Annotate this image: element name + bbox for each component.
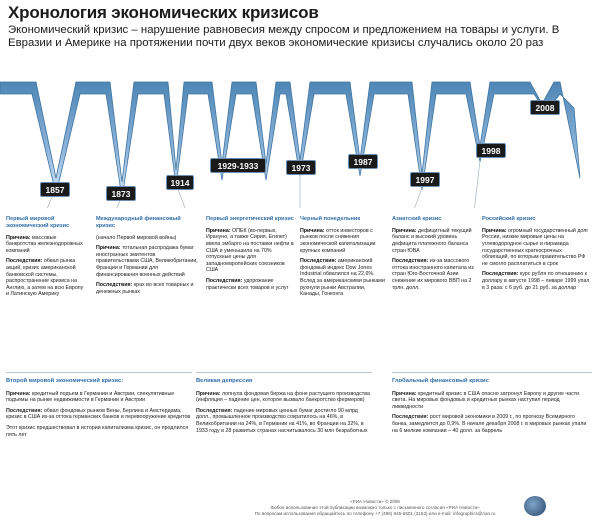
year-box-2008: 2008 — [530, 100, 560, 115]
crisis-title: Глобальный финансовый кризис — [392, 378, 489, 384]
effect-text: крах во всех товарных и денежных рынках — [96, 282, 194, 295]
cause-label: Причина: — [482, 227, 507, 234]
ria-logo-icon — [524, 496, 546, 516]
year-box-1929-1933: 1929-1933 — [210, 158, 266, 173]
timeline-ribbon — [0, 78, 600, 208]
cause-text: огромный государственный долг России, низкие мировые цены на углеводородное сырье и пирамида государственных краткосрочных облигаций, по которым правительство РФ не смогло расплатиться в срок — [482, 227, 589, 267]
connector-1998 — [470, 160, 480, 208]
divider-line — [196, 372, 372, 373]
crisis-title: Второй мировой экономический кризис: — [6, 378, 124, 384]
page-title: Хронология экономических кризисов — [8, 3, 319, 22]
year-box-1914: 1914 — [166, 175, 194, 190]
cause-label: Причина: — [206, 227, 231, 234]
crisis-card-1987 — [300, 216, 386, 302]
year-box-1873: 1873 — [106, 186, 136, 201]
timeline-wave — [0, 82, 580, 198]
effect-text: рост мировой экономики в 2009 г., по прогнозу Всемирного банка, замедлится до 0,9%. В начале декабря 2008 г. в мировых рынках упали на 6 мелкие компании – 40 долл. за баррель — [392, 414, 587, 434]
crisis-card-1997 — [392, 216, 476, 295]
crisis-title: Великая депрессия — [196, 378, 253, 384]
cause-label: Причина: — [392, 390, 417, 397]
crisis-title: Черный понедельник — [300, 216, 361, 222]
footer-credits — [230, 499, 520, 517]
crisis-card-1857 — [6, 216, 86, 302]
effect-label: Последствия: — [6, 407, 43, 414]
crisis-title: Первый энергетический кризис — [206, 216, 294, 222]
crisis-title: Первый мировой экономический кризис — [6, 216, 70, 229]
cause-text: лопнула фондовая биржа на фоне растущего производства (инфляция – падение цен, которое вызвало банкротство фермеров) — [196, 390, 370, 404]
effect-label: Последствия: — [6, 258, 43, 265]
divider-line — [392, 372, 592, 373]
divider-line — [6, 372, 192, 373]
cause-text: отток инвесторов с рынков после снижения экономической капитализации крупных компаний — [300, 227, 376, 254]
effect-label: Последствия: — [300, 258, 337, 265]
effect-text: курс рубля по отношению к доллару в августе 1998 – январе 1999 упал в 3 раза: с 6 руб. до 21 руб. за доллар — [482, 271, 590, 291]
effect-label: Последствия: — [96, 282, 133, 289]
crisis-title: Азиатский кризис — [392, 216, 442, 222]
extra-note: Этот кризис предшествовал в истории капитализма кризис, он продлился пять лет — [6, 424, 189, 438]
year-box-1987: 1987 — [348, 154, 378, 169]
year-box-1998: 1998 — [476, 143, 506, 158]
crisis-card-great-depression — [196, 378, 372, 438]
effect-label: Последствия: — [392, 414, 429, 421]
effect-text: удорожание практически всех товаров и услуг — [206, 277, 289, 291]
effect-text: падение мировых ценных бумаг достигло 90 млрд долл., промышленное производство сократилось на 46%, в Великобритании на 24%, в Германии на 41%, во Франции на 32%, в 1933 году в 28 развитых странах насчитывалось 30 млн безработных — [196, 407, 368, 434]
effect-text: из-за массового оттока иностранного капитала из стран Юго-Восточной Азии снижение их мирового ВВП на 2 трлн. долл. — [392, 258, 474, 291]
crisis-card-2008 — [392, 378, 592, 438]
year-box-1997: 1997 — [410, 172, 440, 187]
footer-line-usage: Любое использование этой публикации возможно только с письменного согласия «РИА Новости» — [270, 505, 480, 510]
cause-text: тотальная распродажа бумаг иностранных эмитентов правительствами США, Великобритании, Франции и Германии для финансирования военных действий — [96, 245, 198, 278]
crisis-card-1873-second — [6, 378, 192, 442]
cause-text: массовые банкротства железнодорожных компаний — [6, 234, 83, 254]
crisis-note: (начало Первой мировой войны) — [96, 234, 177, 241]
effect-text: обвал рынка акций, кризис американской банковской системы, распространение кризиса на Англию, а затем на всю Европу и Латинскую Америку — [6, 258, 84, 298]
connector-1997 — [400, 188, 422, 208]
effect-label: Последствия: — [196, 407, 233, 414]
year-box-1973: 1973 — [286, 160, 316, 175]
year-box-1857: 1857 — [40, 182, 70, 197]
crisis-card-1873 — [96, 216, 198, 299]
cause-label: Причина: — [392, 227, 417, 234]
cause-label: Причина: — [196, 390, 221, 397]
cause-label: Причина: — [6, 390, 31, 397]
cause-label: Причина: — [6, 234, 31, 241]
crisis-title: Международный финансовый кризис — [96, 216, 181, 229]
cause-text: кредитный кризис в США опасно затронул Европу и другие части света. На мировых фондовых и кредитных рынках наступил период ликвидности — [392, 390, 580, 410]
crisis-title: Российский кризис — [482, 216, 536, 222]
cause-label: Причина: — [300, 227, 325, 234]
page-subtitle: Экономический кризис – нарушение равновесия между спросом и предложением на товары и услуги. В Евразии и Америке на протяжении почти двух веков экономические кризисы случались около 20 раз — [8, 24, 560, 49]
effect-text: американский фондовый индекс Dow Jones Industrial обвалился на 22,6%. Вслед за американскими рынками рухнули рынки Австралии, Канады, Гонконга — [300, 258, 385, 298]
crisis-card-1998 — [482, 216, 590, 295]
cause-text: кредитный подъем в Германии и Австрии, спекулятивные подъемы на рынке недвижимости в Германии и Австрии — [6, 390, 175, 404]
cause-text: дефицитный текущий баланс и высокий уровень дефицита платежного баланса стран ЮВА — [392, 227, 472, 254]
effect-text: обвал фондовых рынков Вены, Берлина и Амстердама, кризис в США из-за оттока германских банков и перевооружение кредитов — [6, 407, 191, 421]
crisis-card-1973 — [206, 216, 294, 295]
effect-label: Последствия: — [482, 271, 519, 278]
footer-line-contact: По вопросам использования обращайтесь по телефону +7 (495) 645-6601 (3153) или e-mail: infographics@rian.ru — [254, 511, 496, 516]
footer-line-copyright: «РИА Новости» © 2008 — [350, 499, 400, 504]
effect-label: Последствия: — [206, 277, 243, 284]
cause-label: Причина: — [96, 245, 121, 252]
cause-text: ОПЕК (во-первых, Ирануно, а также Сирия, Египет) ввела эмбарго на поставки нефти в США и уменьшила на 70% отпускные цены для западноевропейских союзников США — [206, 227, 294, 274]
effect-label: Последствия: — [392, 258, 429, 265]
